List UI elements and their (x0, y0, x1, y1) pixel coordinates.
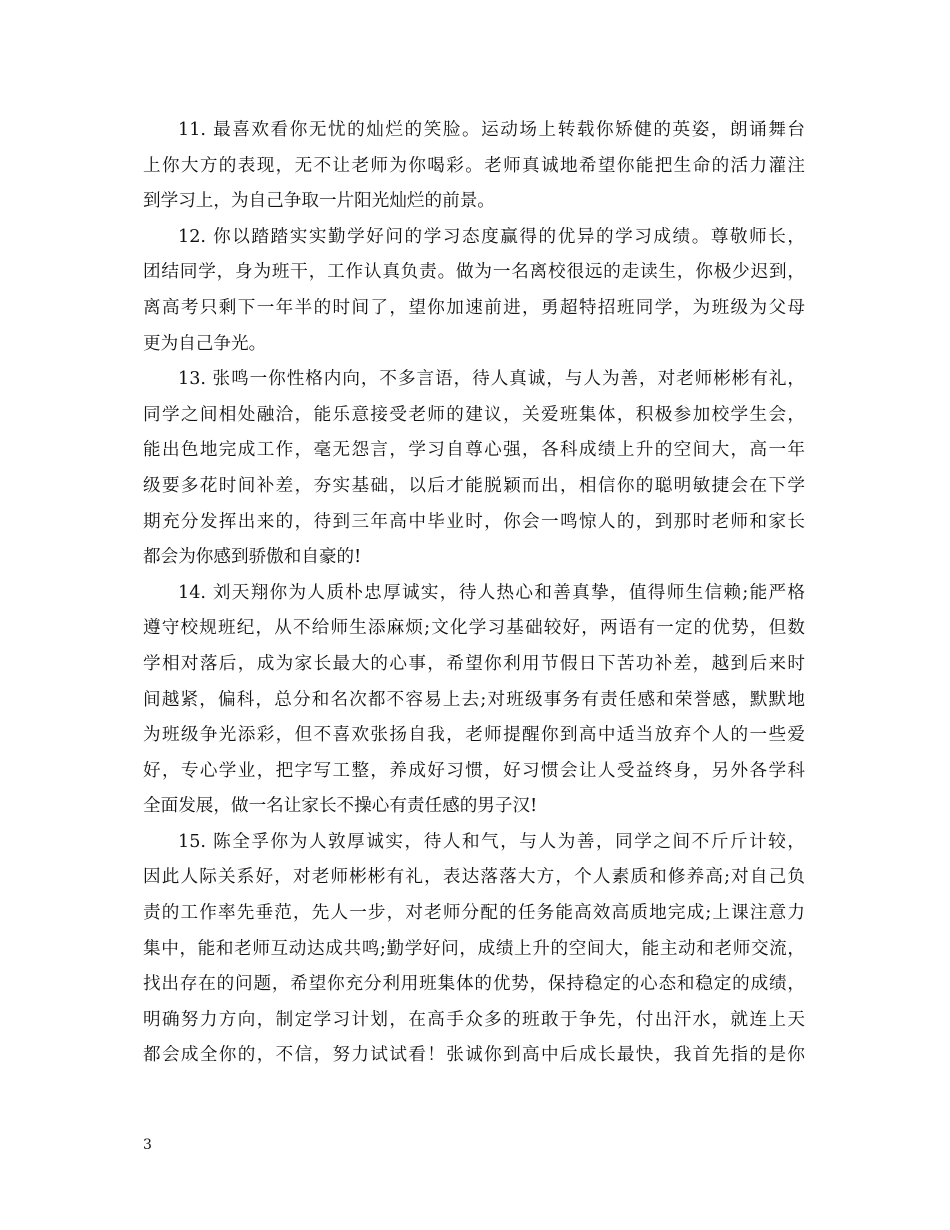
paragraph-12 (143, 220, 805, 362)
page-number: 3 (143, 1137, 152, 1153)
text-line: 14. 刘天翔你为人质朴忠厚诚实，待人热心和善真挚，值得师生信赖;能严格 (178, 582, 805, 603)
text-line: 离高考只剩下一年半的时间了，望你加速前进，勇超特招班同学，为班级为父母 (143, 297, 805, 318)
text-line: 11. 最喜欢看你无忧的灿烂的笑脸。运动场上转载你矫健的英姿，朗诵舞台 (178, 120, 805, 140)
text-line: 到学习上，为自己争取一片阳光灿烂的前景。 (143, 191, 495, 212)
paragraph-11 (143, 113, 805, 220)
text-line: 全面发展，做一名让家长不操心有责任感的男子汉! (143, 796, 538, 817)
text-line: 好，专心学业，把字写工整，养成好习惯，好习惯会让人受益终身，另外各学科 (143, 760, 805, 781)
text-line: 更为自己争光。 (143, 333, 267, 354)
text-line: 遵守校规班纪，从不给师生添麻烦;文化学习基础较好，两语有一定的优势，但数 (143, 618, 805, 639)
text-line: 12. 你以踏踏实实勤学好问的学习态度赢得的优异的学习成绩。尊敬师长， (178, 226, 805, 247)
text-line: 集中，能和老师互动达成共鸣;勤学好问，成绩上升的空间大，能主动和老师交流， (143, 938, 805, 959)
paragraph-14 (143, 576, 805, 825)
text-line: 15. 陈全孚你为人敦厚诚实，待人和气，与人为善，同学之间不斤斤计较， (178, 831, 805, 852)
text-line: 明确努力方向，制定学习计划，在高手众多的班敢于争先，付出汗水，就连上天 (143, 1009, 805, 1030)
text-line: 期充分发挥出来的，待到三年高中毕业时，你会一鸣惊人的，到那时老师和家长 (143, 511, 805, 532)
text-line: 找出存在的问题，希望你充分利用班集体的优势，保持稳定的心态和稳定的成绩， (143, 974, 805, 995)
text-line: 都会成全你的，不信，努力试试看！张诚你到高中后成长最快，我首先指的是你 (143, 1045, 805, 1066)
text-line: 上你大方的表现，无不让老师为你喝彩。老师真诚地希望你能把生命的活力灌注 (143, 155, 805, 176)
text-line: 学相对落后，成为家长最大的心事，希望你利用节假日下苦功补差，越到后来时 (143, 653, 805, 674)
text-line: 因此人际关系好，对老师彬彬有礼，表达落落大方，个人素质和修养高;对自己负 (143, 867, 805, 888)
text-line: 间越紧，偏科，总分和名次都不容易上去;对班级事务有责任感和荣誉感，默默地 (143, 689, 805, 710)
paragraph-15 (143, 825, 805, 1074)
text-line: 都会为你感到骄傲和自豪的! (143, 547, 362, 568)
text-line: 同学之间相处融洽，能乐意接受老师的建议，关爱班集体，积极参加校学生会， (143, 404, 805, 425)
text-line: 级要多花时间补差，夯实基础，以后才能脱颖而出，相信你的聪明敏捷会在下学 (143, 475, 805, 496)
text-line: 为班级争光添彩，但不喜欢张扬自我，老师提醒你到高中适当放弃个人的一些爱 (143, 725, 805, 746)
body-text (143, 113, 805, 1074)
paragraph-13 (143, 362, 805, 576)
text-line: 团结同学，身为班干，工作认真负责。做为一名离校很远的走读生，你极少迟到， (143, 262, 805, 283)
text-line: 13. 张鸣一你性格内向，不多言语，待人真诚，与人为善，对老师彬彬有礼， (178, 369, 805, 390)
text-line: 责的工作率先垂范，先人一步，对老师分配的任务能高效高质地完成;上课注意力 (143, 903, 805, 924)
text-line: 能出色地完成工作，毫无怨言，学习自尊心强，各科成绩上升的空间大，高一年 (143, 440, 805, 461)
